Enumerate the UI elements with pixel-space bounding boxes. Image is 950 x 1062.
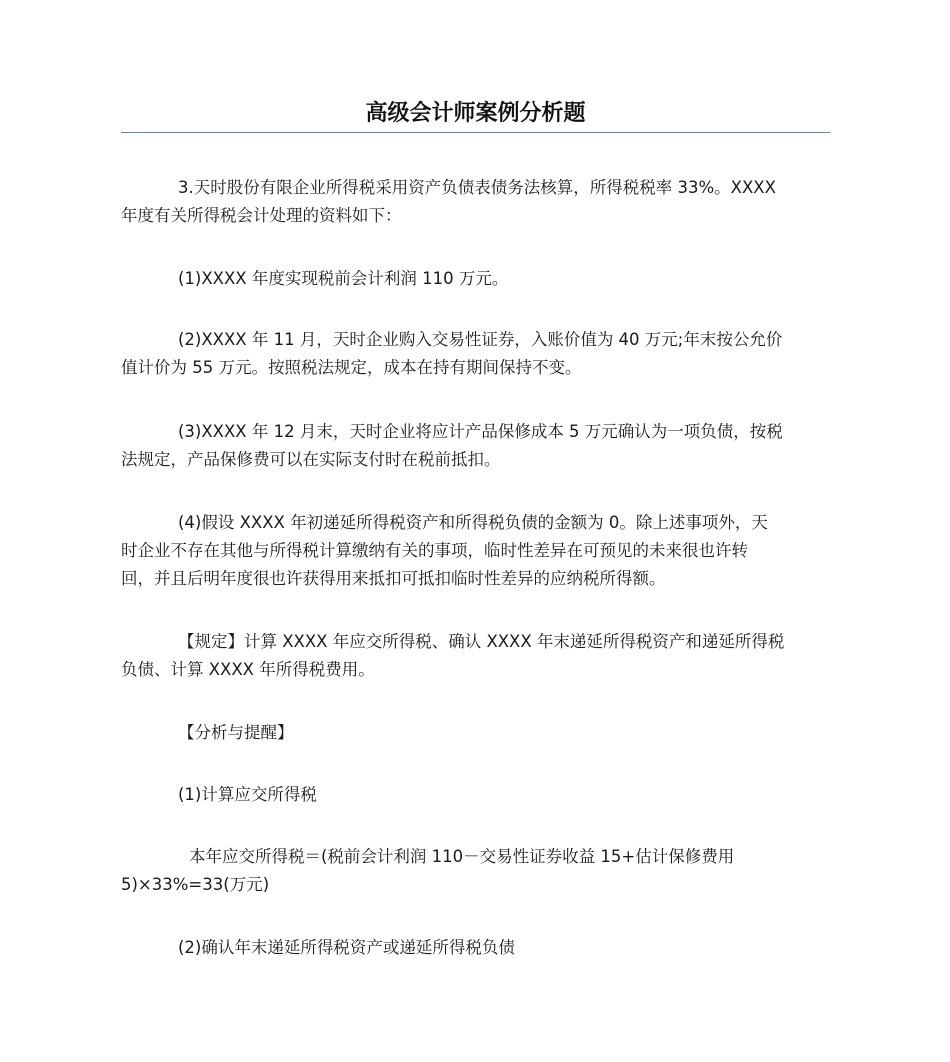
paragraph-step-1 xyxy=(121,781,830,809)
paragraph-step-2 xyxy=(121,934,830,962)
paragraph-item-3 xyxy=(121,418,830,474)
paragraph-formula xyxy=(121,843,830,899)
paragraph-line: 3.天时股份有限企业所得税采用资产负债表债务法核算，所得税税率 33%。XXXX xyxy=(178,178,776,197)
paragraph-item-4 xyxy=(121,509,830,593)
paragraph-line: (1)XXXX 年度实现税前会计利润 110 万元。 xyxy=(178,269,509,288)
paragraph-requirement xyxy=(121,628,830,684)
paragraph-line: (4)假设 XXXX 年初递延所得税资产和所得税负债的金额为 0。除上述事项外，天 xyxy=(178,513,768,532)
paragraph-line: (2)XXXX 年 11 月，天时企业购入交易性证券，入账价值为 40 万元;年末按公允价 xyxy=(178,330,783,349)
document-title: 高级会计师案例分析题 xyxy=(365,101,586,126)
title-divider xyxy=(121,132,830,133)
paragraph-analysis-heading xyxy=(121,719,830,747)
paragraph-line: 本年应交所得税＝(税前会计利润 110－交易性证券收益 15+估计保修费用 xyxy=(189,847,735,866)
paragraph-item-2 xyxy=(121,326,830,382)
paragraph-line: 年度有关所得税会计处理的资料如下： xyxy=(121,206,402,225)
paragraph-line: 【规定】计算 XXXX 年应交所得税、确认 XXXX 年末递延所得税资产和递延所得税 xyxy=(178,632,785,651)
paragraph-intro xyxy=(121,174,830,230)
paragraph-line: (1)计算应交所得税 xyxy=(178,785,317,804)
paragraph-line: 时企业不存在其他与所得税计算缴纳有关的事项，临时性差异在可预见的未来很也许转 xyxy=(121,541,748,560)
paragraph-line: 回，并且后明年度很也许获得用来抵扣可抵扣临时性差异的应纳税所得额。 xyxy=(121,569,666,588)
paragraph-line: 5)×33%=33(万元) xyxy=(121,875,270,894)
paragraph-line: 【分析与提醒】 xyxy=(178,723,294,742)
paragraph-line: (3)XXXX 年 12 月末，天时企业将应计产品保修成本 5 万元确认为一项负债，按税 xyxy=(178,422,783,441)
paragraph-item-1 xyxy=(121,265,830,293)
paragraph-line: 负债、计算 XXXX 年所得税费用。 xyxy=(121,660,375,679)
paragraph-line: (2)确认年末递延所得税资产或递延所得税负债 xyxy=(178,938,515,957)
paragraph-line: 值计价为 55 万元。按照税法规定，成本在持有期间保持不变。 xyxy=(121,358,582,377)
paragraph-line: 法规定，产品保修费可以在实际支付时在税前抵扣。 xyxy=(121,450,501,469)
